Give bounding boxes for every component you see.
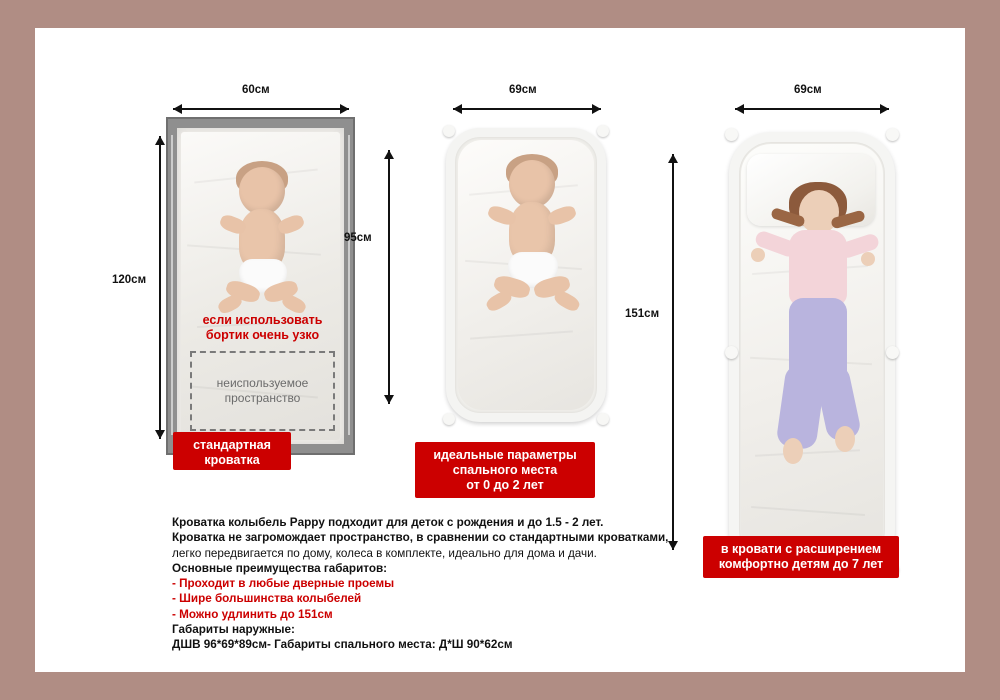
baby-illustration-crib1 [206, 161, 318, 331]
baby-illustration-crib2 [476, 154, 588, 330]
dimension-arrow-width-crib2 [453, 103, 601, 115]
description-line1: Кроватка колыбель Pappy подходит для деток с рождения и до 1.5 - 2 лет. [172, 516, 604, 529]
caption-cradle [415, 442, 595, 498]
caption-standard-crib-line2: кроватка [204, 453, 260, 467]
dimension-label-height-crib2: 95см [344, 232, 372, 244]
extended-bed-illustration [729, 132, 895, 572]
dimension-label-width-crib3: 69см [794, 84, 822, 96]
caption-standard-crib [173, 432, 291, 470]
poster-sheet [35, 28, 965, 672]
description-line4: Основные преимущества габаритов: [172, 561, 388, 575]
dimension-arrow-height-crib3 [667, 154, 679, 550]
description-line3: легко передвигается по дому, колеса в комплекте, идеально для дома и дачи. [172, 546, 597, 560]
unused-space-line1: неиспользуемое [216, 376, 309, 390]
crib1-warning-line2: бортик очень узко [205, 328, 320, 342]
description-bullet2: - Шире большинства колыбелей [172, 592, 362, 606]
caption-standard-crib-line1: стандартная [193, 438, 271, 452]
dimension-label-width-crib1: 60см [242, 84, 270, 96]
dimension-arrow-width-crib1 [173, 103, 349, 115]
standard-crib-illustration [166, 117, 355, 455]
caption-cradle-line1: идеальные параметры [433, 448, 577, 462]
caption-extended-bed-line1: в кровати с расширением [720, 542, 882, 556]
dimension-arrow-height-crib1 [154, 136, 166, 439]
description-line2: Кроватка не загромождает пространство, в сравнении со стандартными кроватками, [172, 531, 669, 545]
girl-illustration [747, 180, 879, 520]
cradle-illustration [446, 128, 606, 422]
unused-space-line2: пространство [224, 391, 301, 405]
dimension-label-width-crib2: 69см [509, 84, 537, 96]
description-line6: ДШВ 96*69*89см- Габариты спального места: Д*Ш 90*62см [172, 638, 513, 652]
unused-space-box [190, 351, 335, 431]
description-bullet3: - Можно удлинить до 151см [172, 607, 333, 621]
caption-cradle-line3: от 0 до 2 лет [466, 478, 544, 492]
dimension-arrow-width-crib3 [735, 103, 889, 115]
crib1-warning-line1: если использовать [202, 313, 323, 327]
description-bullet1: - Проходит в любые дверные проемы [172, 577, 395, 591]
dimension-label-height-crib1: 120см [112, 274, 147, 286]
description-line5: Габариты наружные: [172, 623, 295, 637]
dimension-arrow-height-crib2 [383, 150, 395, 404]
caption-extended-bed [703, 536, 899, 578]
dimension-label-height-crib3: 151см [625, 308, 660, 320]
caption-cradle-line2: спального места [452, 463, 558, 477]
description-text [172, 515, 692, 653]
caption-extended-bed-line2: комфортно детям до 7 лет [718, 557, 884, 571]
